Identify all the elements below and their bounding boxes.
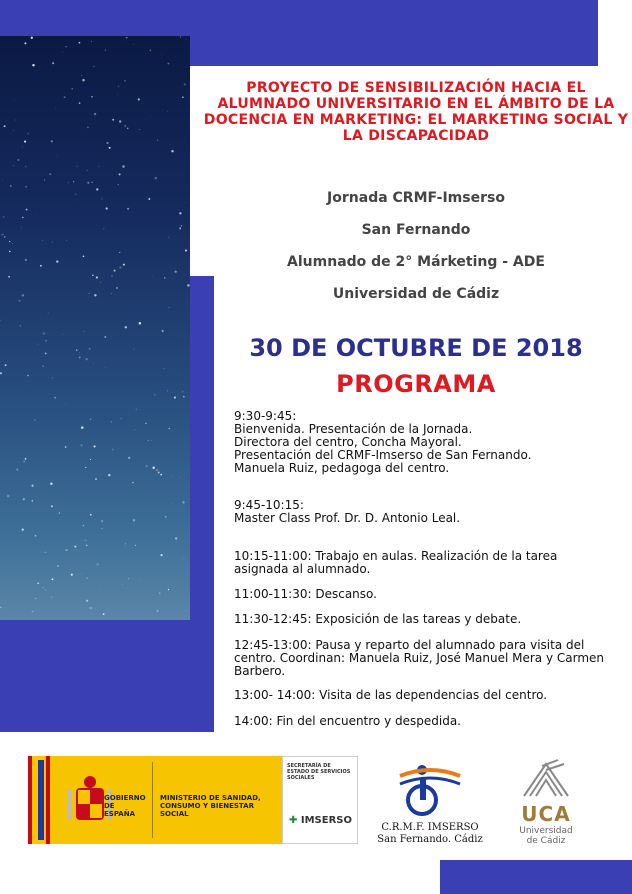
star	[167, 63, 169, 65]
star	[183, 557, 184, 558]
schedule-time: 9:45-10:15:	[234, 498, 304, 512]
uca-acronym: UCA	[521, 802, 571, 826]
star	[9, 251, 10, 252]
star	[108, 474, 110, 476]
star	[96, 563, 99, 566]
star	[169, 428, 170, 429]
divider	[152, 762, 153, 838]
uca-logo	[506, 756, 586, 852]
schedule-item: 14:00: Fin del encuentro y despedida.	[234, 714, 461, 728]
star	[125, 543, 126, 544]
star	[26, 209, 28, 211]
star	[185, 250, 187, 252]
star	[76, 166, 77, 167]
star	[3, 216, 5, 218]
star	[95, 478, 97, 480]
star	[134, 44, 135, 45]
star	[32, 611, 33, 612]
star	[154, 394, 156, 396]
star	[23, 460, 25, 462]
star	[93, 363, 94, 364]
star	[157, 140, 158, 141]
star	[182, 96, 183, 97]
star	[121, 418, 122, 419]
star	[51, 596, 52, 597]
schedule-line: Master Class Prof. Dr. D. Antonio Leal.	[234, 511, 461, 525]
star	[150, 115, 151, 116]
star	[13, 165, 14, 166]
uca-line2: de Cádiz	[526, 836, 566, 846]
star	[125, 326, 127, 328]
star	[86, 577, 88, 579]
crmf-text	[370, 822, 490, 846]
star	[106, 207, 108, 209]
star	[126, 37, 127, 38]
star	[171, 150, 173, 152]
star	[91, 96, 92, 97]
star	[160, 474, 162, 476]
schedule-item: 11:00-11:30: Descanso.	[234, 587, 377, 601]
star	[51, 505, 53, 507]
star	[128, 457, 130, 459]
star	[79, 102, 81, 104]
star	[94, 294, 96, 296]
star	[181, 225, 182, 226]
star	[65, 446, 67, 448]
star	[132, 482, 133, 483]
star	[65, 549, 67, 551]
crmf-line1: C.R.M.F. IMSERSO	[381, 822, 479, 833]
star	[119, 173, 121, 175]
star	[24, 42, 26, 44]
star	[0, 372, 2, 374]
star	[101, 520, 103, 522]
star	[165, 516, 166, 517]
star	[102, 528, 103, 529]
star	[86, 545, 88, 547]
star	[45, 340, 47, 342]
star	[159, 592, 160, 593]
star	[0, 607, 2, 609]
star	[87, 170, 88, 171]
star	[89, 293, 90, 294]
star	[156, 610, 158, 612]
star	[12, 243, 13, 244]
star	[100, 282, 101, 283]
star	[45, 590, 46, 591]
bottom-blue-band	[440, 860, 632, 894]
star	[22, 529, 24, 531]
star	[31, 500, 33, 502]
star	[186, 39, 187, 40]
star	[43, 332, 46, 335]
star	[164, 277, 165, 278]
star	[79, 42, 81, 44]
star	[66, 46, 67, 47]
star	[148, 440, 149, 441]
star	[22, 217, 23, 218]
crmf-wheelchair-icon	[370, 756, 490, 820]
event-date: 30 DE OCTUBRE DE 2018	[249, 334, 583, 362]
star	[122, 584, 123, 585]
star	[5, 364, 7, 366]
star	[84, 331, 85, 332]
star	[148, 198, 150, 200]
star	[4, 125, 6, 127]
star	[185, 139, 186, 140]
star	[156, 469, 158, 471]
star	[87, 182, 89, 184]
star	[31, 37, 33, 39]
imserso-icon: ✚	[289, 815, 298, 826]
star	[182, 391, 183, 392]
star	[85, 540, 86, 541]
event-name: Jornada CRMF-Imserso	[327, 190, 505, 206]
star	[136, 409, 137, 410]
star	[183, 396, 184, 397]
secretaria-text: SECRETARÍA DE ESTADO DE SERVICIOS SOCIALES	[287, 763, 351, 781]
star	[161, 554, 163, 556]
star	[83, 256, 85, 258]
star	[52, 62, 54, 64]
star	[49, 173, 51, 175]
star	[122, 165, 125, 168]
star	[4, 236, 6, 238]
star	[179, 212, 181, 214]
star	[22, 294, 25, 297]
crmf-logo	[370, 756, 490, 852]
star	[22, 146, 23, 147]
star	[52, 378, 53, 379]
star	[91, 41, 92, 42]
star	[32, 58, 33, 59]
star	[43, 587, 44, 588]
star	[167, 391, 168, 392]
star	[135, 429, 136, 430]
imserso-text: IMSERSO	[300, 815, 352, 826]
star	[15, 120, 16, 121]
star	[127, 208, 129, 210]
star	[124, 125, 126, 127]
star	[35, 535, 37, 537]
ministerio-text: MINISTERIO DE SANIDAD, CONSUMO Y BIENESTAR SOCIAL	[160, 794, 261, 818]
star	[29, 385, 30, 386]
star	[9, 241, 10, 242]
star	[81, 573, 82, 574]
star	[81, 75, 82, 76]
star	[16, 469, 18, 471]
star	[138, 98, 140, 100]
star	[73, 181, 74, 182]
star	[175, 271, 177, 273]
project-title: PROYECTO DE SENSIBILIZACIÓN HACIA EL ALUMNADO UNIVERSITARIO EN EL ÁMBITO DE LA DOCENCIA EN MARKETING: EL MARKETING SOCIAL Y LA DISCAPACIDAD	[203, 80, 629, 144]
star	[152, 276, 153, 277]
schedule-line: Directora del centro, Concha Mayoral.	[234, 435, 462, 449]
star	[13, 130, 14, 131]
event-place: San Fernando	[361, 222, 471, 238]
star	[81, 426, 84, 429]
star	[0, 320, 1, 321]
crmf-line2: San Fernando. Cádiz	[377, 834, 483, 845]
star	[128, 578, 129, 579]
gobierno-logo	[28, 756, 358, 844]
star	[145, 423, 147, 425]
eu-stars-stripe	[38, 760, 44, 840]
star	[1, 234, 3, 236]
star	[100, 587, 101, 588]
star	[116, 260, 117, 261]
star	[21, 227, 22, 228]
programa-heading: PROGRAMA	[336, 370, 496, 398]
schedule-item: 12:45-13:00: Pausa y reparto del alumnado para visita del centro. Coordinan: Manuela Ruiz, José Manuel Mera y Carmen Barbero.	[234, 638, 605, 678]
schedule-item	[234, 499, 614, 525]
uca-subtitle	[506, 826, 586, 846]
star	[150, 50, 151, 51]
star	[82, 79, 85, 82]
star	[91, 182, 92, 183]
star	[99, 166, 100, 167]
star	[79, 352, 80, 353]
star	[180, 477, 181, 478]
star	[167, 111, 168, 112]
star	[111, 293, 112, 294]
star	[101, 198, 102, 199]
star	[90, 514, 92, 516]
star	[119, 120, 121, 122]
star	[162, 330, 164, 332]
star	[50, 483, 52, 485]
star	[118, 86, 119, 87]
star	[24, 141, 26, 143]
star	[45, 552, 46, 553]
star	[118, 184, 119, 185]
star	[180, 37, 181, 38]
star	[104, 229, 105, 230]
star	[119, 266, 121, 268]
star	[28, 133, 29, 134]
star	[54, 397, 56, 399]
schedule-line: Presentación del CRMF-Imserso de San Fernando.	[234, 448, 532, 462]
star	[67, 240, 68, 241]
star	[63, 52, 64, 53]
star	[79, 356, 81, 358]
star	[3, 234, 4, 235]
star	[172, 476, 173, 477]
star	[27, 375, 29, 377]
star	[105, 367, 106, 368]
star	[2, 179, 3, 180]
star	[168, 237, 169, 238]
star	[64, 96, 66, 98]
star	[25, 166, 26, 167]
star	[57, 565, 59, 567]
star	[151, 440, 152, 441]
star	[14, 100, 15, 101]
star	[184, 202, 185, 203]
star	[168, 589, 169, 590]
star	[139, 322, 142, 325]
gobierno-text: GOBIERNO DE ESPAÑA	[104, 794, 146, 818]
star	[123, 264, 125, 266]
star	[111, 421, 112, 422]
star	[92, 275, 93, 276]
star	[106, 142, 108, 144]
star	[40, 265, 42, 267]
star	[94, 113, 96, 115]
star	[89, 348, 91, 350]
star	[184, 83, 186, 85]
star	[172, 503, 173, 504]
star	[86, 600, 88, 602]
star	[158, 471, 160, 473]
star	[170, 368, 171, 369]
star	[93, 66, 94, 67]
star	[112, 449, 114, 451]
star	[185, 610, 186, 611]
star	[104, 336, 106, 338]
star	[187, 284, 190, 287]
star	[155, 177, 157, 179]
star	[94, 445, 96, 447]
star	[134, 349, 135, 350]
star	[37, 344, 38, 345]
star	[55, 108, 56, 109]
star	[174, 397, 176, 399]
event-university: Universidad de Cádiz	[332, 286, 500, 302]
star	[17, 159, 19, 161]
schedule-line: Bienvenida. Presentación de la Jornada.	[234, 422, 473, 436]
star	[45, 352, 47, 354]
star	[96, 188, 98, 190]
star	[52, 241, 53, 242]
star	[8, 276, 10, 278]
schedule-item: 13:00- 14:00: Visita de las dependencias del centro.	[234, 688, 548, 702]
star	[25, 259, 27, 261]
star	[19, 300, 21, 302]
star	[7, 495, 10, 498]
star	[14, 550, 15, 551]
star	[114, 270, 116, 272]
star	[103, 613, 105, 615]
star	[75, 193, 77, 195]
star	[139, 129, 140, 130]
star	[51, 140, 53, 142]
star	[65, 404, 66, 405]
star	[47, 318, 48, 319]
star	[163, 368, 164, 369]
star	[32, 64, 34, 66]
star	[80, 444, 82, 446]
star	[31, 485, 33, 487]
star	[135, 545, 136, 546]
star	[111, 275, 112, 276]
star	[86, 358, 88, 360]
star	[48, 313, 49, 314]
star	[87, 127, 88, 128]
starry-sky-image	[0, 36, 190, 620]
schedule-item	[234, 410, 614, 475]
star	[168, 307, 169, 308]
star	[117, 94, 118, 95]
star	[62, 334, 63, 335]
star	[56, 260, 58, 262]
star	[25, 186, 27, 188]
star	[90, 418, 92, 420]
event-audience: Alumnado de 2° Márketing - ADE	[287, 254, 545, 270]
uca-emblem-icon	[506, 756, 586, 802]
imserso-box	[282, 756, 358, 844]
schedule-line: Manuela Ruiz, pedagoga del centro.	[234, 461, 450, 475]
star	[127, 127, 129, 129]
star	[124, 80, 126, 82]
schedule-time: 9:30-9:45:	[234, 409, 297, 423]
star	[182, 501, 184, 503]
star	[146, 465, 148, 467]
star	[71, 88, 73, 90]
star	[71, 574, 73, 576]
star	[119, 252, 120, 253]
star	[42, 240, 43, 241]
star	[47, 476, 48, 477]
schedule-item: 11:30-12:45: Exposición de las tareas y debate.	[234, 612, 522, 626]
star	[42, 365, 44, 367]
star	[133, 519, 136, 522]
star	[34, 420, 35, 421]
star	[96, 276, 98, 278]
star	[37, 582, 39, 584]
star	[68, 182, 69, 183]
star	[52, 578, 54, 580]
star	[90, 607, 92, 609]
star	[35, 598, 36, 599]
star	[109, 147, 111, 149]
star	[179, 227, 181, 229]
star	[10, 185, 12, 187]
star	[116, 287, 117, 288]
star	[83, 525, 84, 526]
star	[76, 350, 77, 351]
star	[124, 546, 125, 547]
star	[23, 498, 25, 500]
star	[85, 467, 86, 468]
star	[74, 546, 76, 548]
imserso-logo	[289, 815, 352, 826]
star	[175, 537, 177, 539]
schedule-item: 10:15-11:00: Trabajo en aulas. Realización de la tarea asignada al alumnado.	[234, 549, 558, 576]
star	[152, 467, 154, 469]
star	[20, 325, 21, 326]
star	[44, 179, 45, 180]
star	[25, 458, 27, 460]
uca-line1: Universidad	[519, 826, 573, 836]
star	[105, 50, 106, 51]
star	[59, 512, 60, 513]
star	[90, 459, 91, 460]
star	[112, 119, 114, 121]
